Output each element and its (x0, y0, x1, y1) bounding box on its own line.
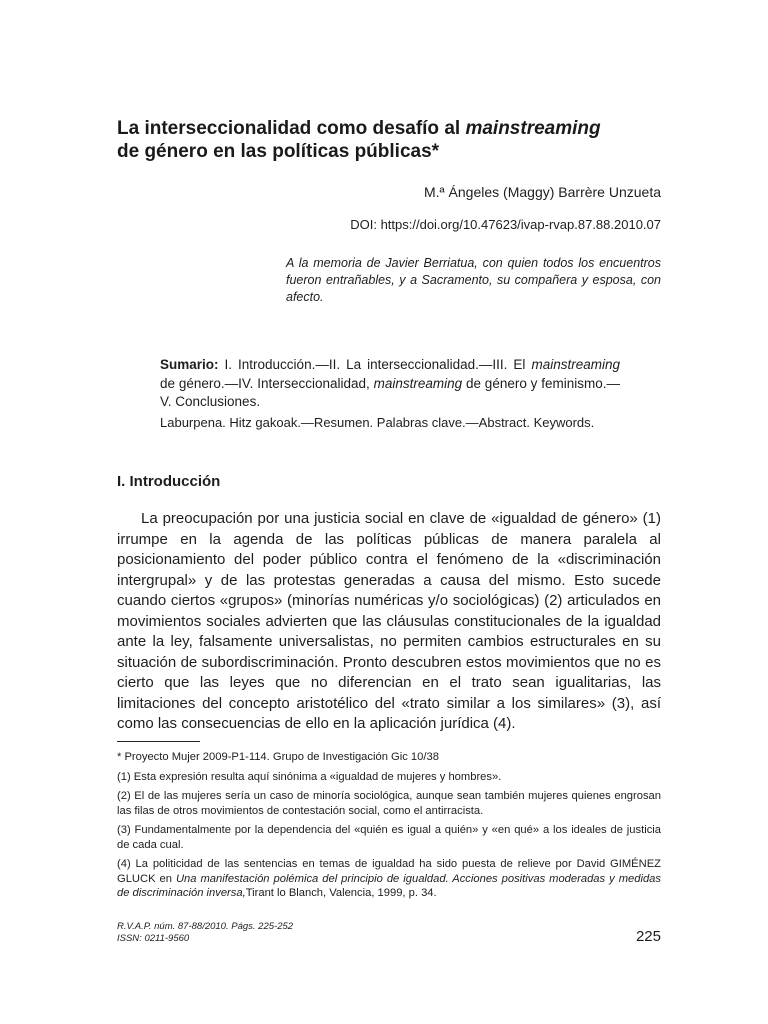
article-title (117, 117, 677, 163)
journal-issn: ISSN: 0211-9560 (117, 933, 190, 944)
body-paragraph: La preocupación por una justicia social en clave de «igualdad de género» (1) irrumpe en la agenda de las políticas públicas de manera paralela al posicionamiento del poder público contra el fenómeno de la «discriminación intergrupal» y de las protestas generadas a causa del mismo. Esto sucede cuando ciertos «grupos» (minorías numéricas y/o sociológicas) (2) articulados en movimientos sociales advierten que las cláusulas constitucionales de la igualdad ante la ley, falsamente universalistas, no permiten cambios estructurales en su situación de subordiscriminación. Pronto descubren estos movimientos que no es cierto que las leyes que no diferencian en el trato sean igualitarias, las limitaciones del concepto aristotélico del «trato similar a los similares» (3), así como las consecuencias de ello en la aplicación jurídica (4). (117, 510, 661, 732)
summary-text: de género.—IV. Interseccionalidad, (160, 375, 374, 391)
author-name: M.ª Ángeles (Maggy) Barrère Unzueta (423, 184, 661, 200)
footnote-3: (3) Fundamentalmente por la dependencia del «quién es igual a quién» y «en qué» a los ideales de justicia de cada cual. (117, 824, 661, 851)
footnote-divider (117, 741, 200, 742)
footnote-4-text: (4) La politicidad de las sentencias en temas de igualdad ha sido puesta de relieve por David GIMÉNEZ GLUCK en (117, 858, 661, 885)
summary-italic: mainstreaming (373, 375, 463, 391)
footnote-star: * Proyecto Mujer 2009-P1-114. Grupo de Investigación Gic 10/38 (117, 751, 439, 763)
footnote-1: (1) Esta expresión resulta aquí sinónima a «igualdad de mujeres y hombres». (117, 770, 502, 783)
page-number: 225 (635, 928, 661, 945)
summary-label: Sumario: (160, 357, 219, 372)
journal-info (117, 921, 293, 945)
footnote-2: (2) El de las mujeres sería un caso de minoría sociológica, aunque sean también mujeres quienes engrosan las filas de otros movimientos de contestación social, como el antirracista. (117, 790, 661, 817)
section-heading: I. Introducción (117, 473, 221, 490)
footnotes (117, 750, 661, 906)
dedication: A la memoria de Javier Berriatua, con quien todos los encuentros fueron entrañables, y a Sacramento, su compañera y esposa, con afecto. (286, 256, 661, 304)
title-italic-term: mainstreaming (465, 118, 601, 139)
summary (160, 356, 620, 412)
footnote-4-italic: Una manifestación polémica del principio de igualdad. Acciones positivas moderadas y medidas de discriminación inversa, (117, 872, 661, 899)
summary-text: I. Introducción.—II. La interseccionalidad.—III. El (218, 357, 532, 372)
journal-citation: R.V.A.P. núm. 87-88/2010. Págs. 225-252 (117, 921, 294, 932)
title-text-line2: de género en las políticas públicas* (117, 141, 440, 162)
doi-line: DOI: https://doi.org/10.47623/ivap-rvap.87.88.2010.07 (350, 217, 661, 232)
summary-secondary: Laburpena. Hitz gakoak.—Resumen. Palabras clave.—Abstract. Keywords. (160, 415, 595, 430)
footnote-4-end: Tirant lo Blanch, Valencia, 1999, p. 34. (245, 887, 437, 899)
summary-text: de género y feminismo.—V. Conclusiones. (160, 375, 621, 409)
footnote-4 (117, 857, 661, 901)
summary-italic: mainstreaming (531, 357, 620, 372)
title-text: La interseccionalidad como desafío al (117, 118, 466, 139)
